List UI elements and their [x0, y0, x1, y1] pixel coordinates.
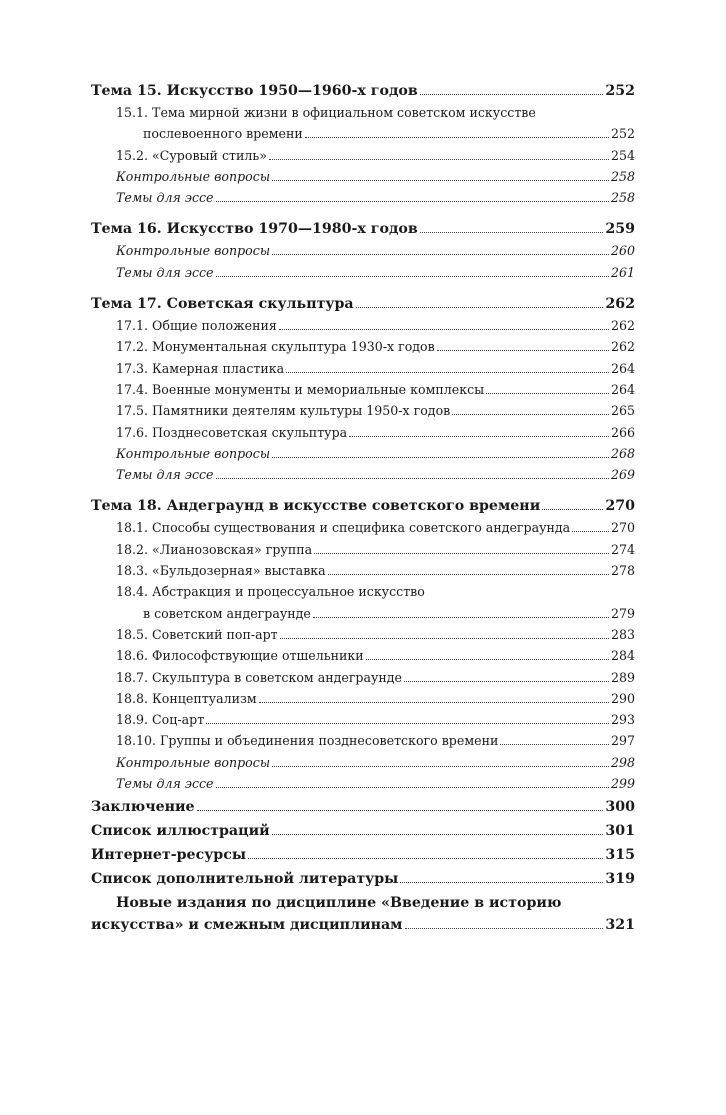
toc-item-title: 18.8. Концептуализм — [116, 690, 257, 706]
page-number: 252 — [605, 83, 635, 99]
leader-dots — [452, 414, 609, 415]
toc-item-essay-topics[interactable] — [91, 262, 635, 283]
toc-heading-title-line1: Новые издания по дисциплине «Введение в историю — [116, 895, 562, 912]
page-number: 293 — [610, 712, 635, 728]
toc-item-title: 18.5. Советский поп-арт — [116, 626, 278, 642]
page-number: 270 — [610, 520, 635, 536]
toc-item-title: Контрольные вопросы — [116, 445, 271, 461]
toc-heading-title-line2: искусства» и смежным дисциплинам — [91, 917, 403, 934]
toc-item-review-questions[interactable] — [91, 240, 635, 261]
leader-dots — [272, 834, 604, 835]
section-gap — [91, 485, 635, 495]
toc-item-line2 — [91, 123, 635, 144]
toc-heading-theme-16[interactable] — [91, 218, 635, 240]
toc-item-18-8[interactable] — [91, 688, 635, 709]
toc-item-title: 18.3. «Бульдозерная» выставка — [116, 563, 326, 579]
section-gap — [91, 208, 635, 218]
toc-item-17-5[interactable] — [91, 400, 635, 421]
page-number: 270 — [605, 498, 635, 515]
toc-item-title: 17.2. Монументальная скульптура 1930-х годов — [116, 339, 435, 355]
toc-item-title: 17.1. Общие положения — [116, 318, 277, 334]
leader-dots — [542, 509, 603, 510]
toc-item-essay-topics[interactable] — [91, 773, 635, 794]
toc-heading-illustrations[interactable] — [91, 820, 635, 842]
page-number: 300 — [605, 799, 635, 816]
toc-item-title: 17.3. Камерная пластика — [116, 360, 285, 376]
toc-item-18-2[interactable] — [91, 539, 635, 560]
page-number: 299 — [610, 776, 635, 792]
toc-item-title: 18.1. Способы существования и специфика советского андеграунда — [116, 520, 571, 536]
leader-dots — [286, 372, 609, 373]
toc-item-title: 17.6. Позднесоветская скульптура — [116, 424, 348, 440]
toc-item-title: 17.5. Памятники деятелям культуры 1950-х годов — [116, 403, 451, 419]
toc-heading-new-editions[interactable] — [91, 892, 635, 936]
leader-dots — [248, 858, 603, 859]
toc-item-17-1[interactable] — [91, 315, 635, 336]
leader-dots — [272, 766, 609, 767]
toc-item-line2 — [91, 603, 635, 624]
leader-dots — [305, 137, 609, 138]
page-number: 283 — [610, 626, 635, 642]
page-number: 297 — [610, 733, 635, 749]
toc-item-18-10[interactable] — [91, 730, 635, 751]
table-of-contents — [91, 80, 635, 936]
toc-heading-title: Список дополнительной литературы — [91, 871, 399, 888]
toc-item-review-questions[interactable] — [91, 443, 635, 464]
toc-heading-conclusion[interactable] — [91, 796, 635, 818]
toc-heading-line2 — [91, 914, 635, 936]
page-number: 260 — [610, 243, 635, 259]
leader-dots — [272, 457, 609, 458]
toc-item-title: Темы для эссе — [116, 467, 214, 483]
toc-item-18-7[interactable] — [91, 667, 635, 688]
toc-heading-title: Тема 18. Андеграунд в искусстве советского времени — [91, 498, 541, 515]
toc-item-title: Контрольные вопросы — [116, 243, 271, 259]
toc-item-title: 18.7. Скульптура в советском андеграунде — [116, 669, 402, 685]
leader-dots — [279, 329, 609, 330]
page-number: 319 — [605, 871, 635, 888]
leader-dots — [437, 350, 609, 351]
page-number: 262 — [605, 296, 635, 313]
toc-item-title-line1: 15.1. Тема мирной жизни в официальном советском искусстве — [116, 105, 536, 120]
page-number: 265 — [610, 403, 635, 419]
toc-item-title-line2: послевоенного времени — [143, 126, 303, 142]
toc-heading-theme-17[interactable] — [91, 293, 635, 315]
leader-dots — [216, 201, 609, 202]
page-number: 254 — [610, 147, 635, 163]
leader-dots — [572, 531, 609, 532]
page-number: 278 — [610, 563, 635, 579]
page-number: 266 — [610, 424, 635, 440]
page-number: 258 — [610, 190, 635, 206]
leader-dots — [280, 638, 609, 639]
toc-item-17-3[interactable] — [91, 358, 635, 379]
page-number: 279 — [610, 605, 635, 621]
page-number: 264 — [610, 360, 635, 376]
toc-item-18-1[interactable] — [91, 517, 635, 538]
toc-heading-theme-18[interactable] — [91, 495, 635, 517]
toc-item-title: 18.6. Философствующие отшельники — [116, 648, 364, 664]
page-number: 298 — [610, 754, 635, 770]
leader-dots — [400, 882, 603, 883]
toc-item-18-4[interactable] — [91, 581, 635, 624]
leader-dots — [328, 574, 609, 575]
page-number: 284 — [610, 648, 635, 664]
leader-dots — [269, 159, 609, 160]
leader-dots — [420, 94, 604, 95]
toc-item-18-3[interactable] — [91, 560, 635, 581]
toc-item-17-2[interactable] — [91, 336, 635, 357]
page-number: 264 — [610, 381, 635, 397]
leader-dots — [216, 276, 609, 277]
page-number: 301 — [605, 823, 635, 840]
section-gap — [91, 283, 635, 293]
toc-item-18-5[interactable] — [91, 624, 635, 645]
toc-item-title: Темы для эссе — [116, 776, 214, 792]
page-number: 261 — [610, 264, 635, 280]
toc-heading-theme-15[interactable] — [91, 80, 635, 102]
leader-dots — [313, 617, 609, 618]
toc-item-17-6[interactable] — [91, 422, 635, 443]
page-number: 289 — [610, 669, 635, 685]
toc-item-18-9[interactable] — [91, 709, 635, 730]
toc-item-18-6[interactable] — [91, 645, 635, 666]
page-number: 268 — [610, 445, 635, 461]
leader-dots — [404, 681, 609, 682]
toc-heading-title: Интернет-ресурсы — [91, 847, 247, 864]
leader-dots — [272, 254, 609, 255]
toc-item-17-4[interactable] — [91, 379, 635, 400]
toc-item-15-2[interactable] — [91, 145, 635, 166]
page-number: 259 — [605, 221, 635, 238]
toc-item-title: Контрольные вопросы — [116, 168, 271, 184]
page-number: 274 — [610, 541, 635, 557]
toc-item-title: Темы для эссе — [116, 190, 214, 206]
toc-item-title: 15.2. «Суровый стиль» — [116, 147, 267, 163]
leader-dots — [349, 436, 609, 437]
leader-dots — [366, 659, 609, 660]
page-number: 290 — [610, 690, 635, 706]
leader-dots — [405, 928, 604, 929]
leader-dots — [420, 232, 604, 233]
page-number: 315 — [605, 847, 635, 864]
toc-item-review-questions[interactable] — [91, 752, 635, 773]
toc-item-15-1[interactable] — [91, 102, 635, 145]
toc-item-title: 18.2. «Лианозовская» группа — [116, 541, 313, 557]
toc-heading-internet-resources[interactable] — [91, 844, 635, 866]
toc-item-title: Контрольные вопросы — [116, 754, 271, 770]
toc-heading-title: Заключение — [91, 799, 195, 816]
leader-dots — [500, 744, 609, 745]
toc-item-title-line1: 18.4. Абстракция и процессуальное искусство — [116, 584, 425, 600]
leader-dots — [259, 702, 609, 703]
toc-heading-title: Тема 16. Искусство 1970—1980-х годов — [91, 221, 418, 238]
toc-heading-title: Список иллюстраций — [91, 823, 270, 840]
toc-item-title: Темы для эссе — [116, 264, 214, 280]
leader-dots — [486, 393, 609, 394]
toc-item-essay-topics[interactable] — [91, 187, 635, 208]
toc-heading-title: Тема 17. Советская скульптура — [91, 296, 354, 313]
toc-item-essay-topics[interactable] — [91, 464, 635, 485]
leader-dots — [356, 307, 604, 308]
leader-dots — [206, 723, 609, 724]
toc-item-title: 18.9. Соц-арт — [116, 712, 205, 728]
page-number: 321 — [605, 917, 635, 934]
toc-item-title: 17.4. Военные монументы и мемориальные комплексы — [116, 381, 485, 397]
toc-heading-title: Тема 15. Искусство 1950—1960-х годов — [91, 83, 418, 99]
leader-dots — [216, 478, 609, 479]
page-number: 262 — [610, 318, 635, 334]
page-number: 258 — [610, 168, 635, 184]
leader-dots — [216, 787, 609, 788]
leader-dots — [314, 553, 609, 554]
toc-item-title: 18.10. Группы и объединения позднесоветского времени — [116, 733, 499, 749]
leader-dots — [197, 810, 604, 811]
leader-dots — [272, 180, 609, 181]
toc-item-review-questions[interactable] — [91, 166, 635, 187]
toc-item-title-line2: в советском андеграунде — [143, 605, 311, 621]
page-number: 252 — [610, 126, 635, 142]
page-number: 262 — [610, 339, 635, 355]
toc-heading-further-reading[interactable] — [91, 868, 635, 890]
page-number: 269 — [610, 467, 635, 483]
